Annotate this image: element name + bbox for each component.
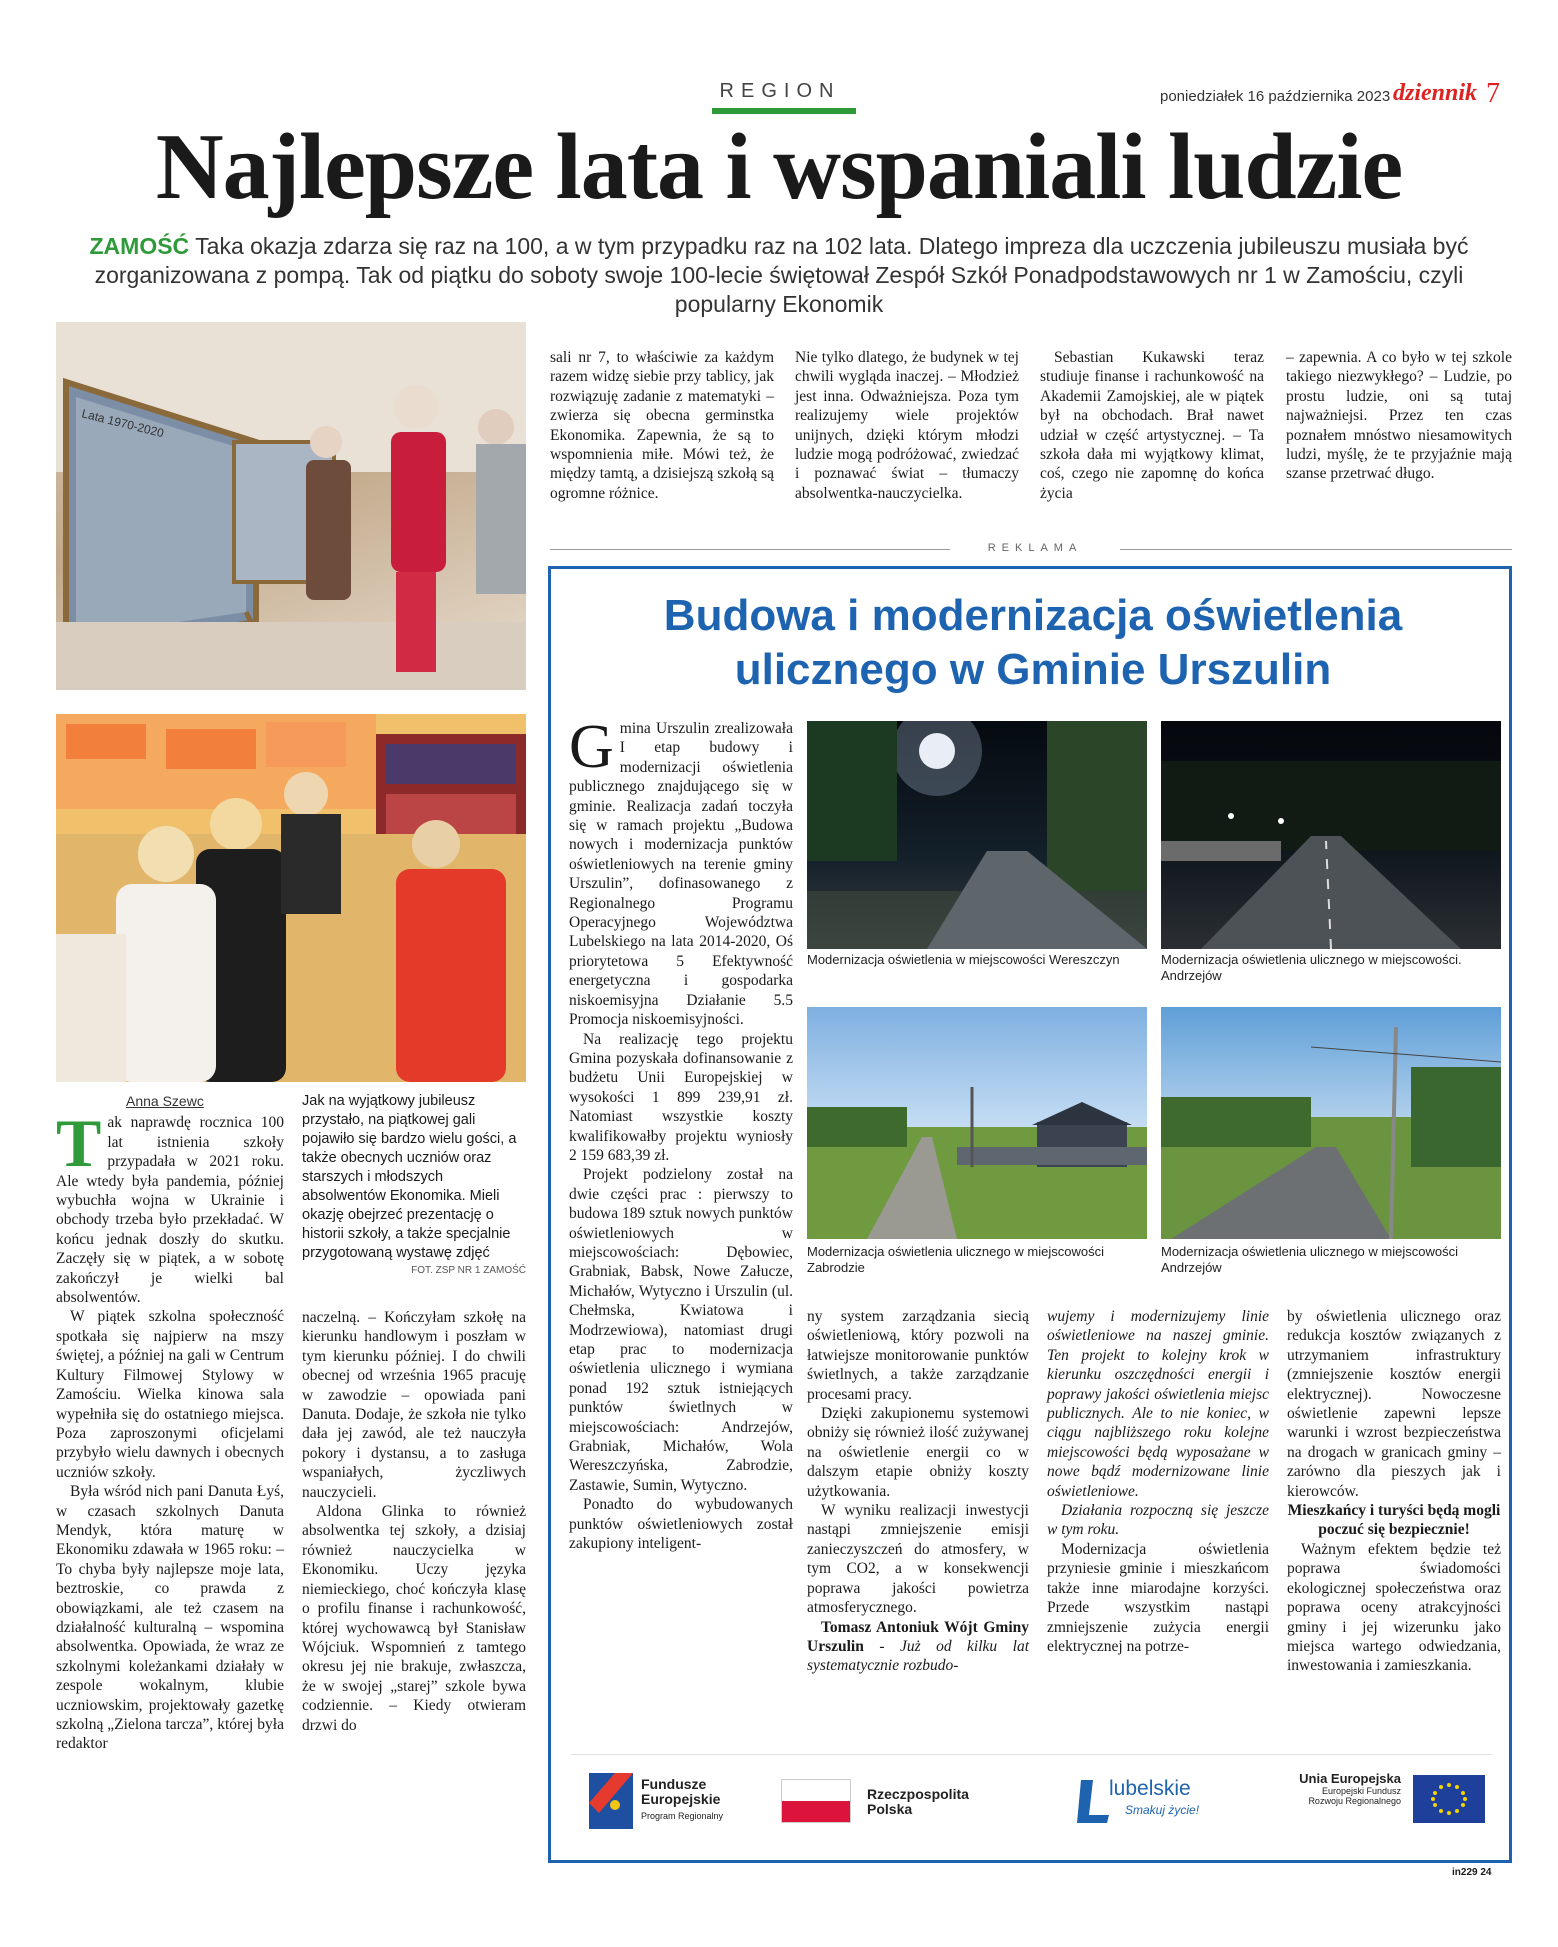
signature: Tomasz Antoniuk Wójt Gminy Urszulin: [807, 1618, 1029, 1655]
photo-sign-text: Lata 1970-2020: [80, 406, 166, 441]
paragraph: Działania rozpoczną się jeszcze w tym roku.: [1047, 1502, 1269, 1539]
ad-column-4: [1287, 1307, 1501, 1676]
ad-caption-3: Modernizacja oświetlenia ulicznego w miejscowości Zabrodzie: [807, 1244, 1104, 1275]
paragraph: Aldona Glinka to również absolwentka tej szkoły, a dzisiaj również nauczycielka w Ekonomiku. Uczy języka niemieckiego, choć kończyła klasę o profilu finanse i rachunkowość, której wychowawcą był Stanisław Wójciuk. Wspomnień z tamtego okresu jej nie brakuje, zwłaszcza, że w swojej „starej” szkole bywa codziennie. – Kiedy otwieram drzwi do: [302, 1503, 526, 1734]
funding-logos-bar: [571, 1754, 1491, 1840]
eu-flag-icon: [1413, 1775, 1485, 1823]
ad-caption-1: Modernizacja oświetlenia w miejscowości Wereszczyn: [807, 952, 1120, 967]
paragraph: by oświetlenia ulicznego oraz redukcja kosztów związanych z utrzymaniem infrastruktury (zmniejszenie kosztów energii elektrycznej). Nowoczesne oświetlenie zapewni lepsze warunki i wzrost bezpieczeństwa na drogach w granicach gminy – zarówno dla pieszych jak i kierowców.: [1287, 1308, 1501, 1500]
ad-photo-zabrodzie-image: [807, 1007, 1147, 1239]
logo-slogan: Smakuj życie!: [1125, 1803, 1200, 1817]
paragraph: Modernizacja oświetlenia przyniesie gminie i mieszkańcom także inne miarodajne korzyści. Przede wszystkim nastąpi zmniejszenie zużycia energii elektrycznej na potrze-: [1047, 1540, 1269, 1655]
advertisement-label-text: REKLAMA: [987, 542, 1083, 554]
ad-photo-wereszczyn: [807, 721, 1147, 949]
ad-title: Budowa i modernizacja oświetlenia ulicznego w Gminie Urszulin: [663, 591, 1403, 694]
paragraph: W piątek szkolna społeczność spotkała się najpierw na mszy świętej, a później na gali w Centrum Kultury Filmowej Stylowy w Zamościu. Wielka kinowa sala wypełniła się do ostatniego miejsca. Poza zaproszonymi oficjelami przybyło wielu dawnych i obecnych uczniów szkoły.: [56, 1308, 284, 1481]
article-column-4: [795, 348, 1019, 503]
lead-text: Taka okazja zdarza się raz na 100, a w tym przypadku raz na 102 lata. Dlatego impreza dla uczczenia jubileuszu musiała być zorganizowana z pompą. Tak od piątku do soboty swoje 100-lecie świętował Zespół Szkół Ponadpodstawowych nr 1 w Zamościu, czyli popularny Ekonomik: [94, 233, 1469, 317]
paragraph: wujemy i modernizujemy linie oświetleniowe na naszej gminie. Ten projekt to kolejny krok w kierunku oszczędności energii i poprawy jakości oświetlenia miejsc publicznych. Ale to nie koniec, w ciągu najbliższego roku kolejne miejscowości będą wyposażane w nowe bądź modernizowane linie oświetleniowe.: [1047, 1308, 1269, 1500]
paragraph: sali nr 7, to właściwie za każdym razem widzę siebie przy tablicy, jak rozwiązuję zadanie z matematyki – zwierza się obecna germinstka Ekonomika. Zapewnia, że są to wspomnienia miłe. Mówi też, że między tamtą, a dzisiejszą szkołą są ogromne różnice.: [550, 349, 774, 502]
ad-photo-andrzejow-day: [1161, 1007, 1501, 1239]
paragraph: Ważnym efektem będzie też poprawa świadomości ekologicznej społeczeństwa oraz poprawa oceny atrakcyjności gminy i jej wizerunku jako miejsca wartego odwiedzania, inwestowania i zamieszkania.: [1287, 1540, 1501, 1675]
brand-logo: dziennik: [1393, 80, 1478, 106]
logo-lubelskie: [1071, 1773, 1231, 1829]
print-code: in229 24: [1452, 1867, 1492, 1878]
photo-credit: FOT. ZSP NR 1 ZAMOŚĆ: [411, 1265, 526, 1276]
photo-gallery-image: [56, 714, 526, 1082]
paragraph: Sebastian Kukawski teraz studiuje finanse i rachunkowość na Akademii Zamojskiej, ale w piątek był na obchodach. Brał nawet udział w część artystycznej. – Ta szkoła dała mi wyjątkowy klimat, coś, czego nie zapomnę do końca życia: [1040, 349, 1264, 502]
ad-column-2: [807, 1307, 1029, 1676]
byline: Anna Szewc: [126, 1093, 204, 1109]
photo-gallery-visitors: [56, 714, 526, 1082]
logo-text: Polska: [867, 1801, 913, 1817]
article-column-6: [1286, 348, 1512, 484]
paragraph: mina Urszulin zrealizowała I etap budowy i modernizacji oświetlenia publicznego znajdującego się w gminie. Realizacja zadań toczyła się w ramach projektu „Budowa nowych i modernizacja punktów oświetleniowych na terenie gminy Urszulin”, dofinasowanego z Regionalnego Programu Operacyjnego Województwa Lubelskiego na lata 2014-2020, Oś priorytetowa 5 Efektywność energetyczna i gospodarka niskoemisyjna Działanie 5.5 Promocja niskoemisyjności.: [569, 720, 793, 1029]
logo-unia-europejska: [1281, 1771, 1491, 1831]
bold-statement: Mieszkańcy i turyści będą mogli poczuć się bezpiecznie!: [1287, 1502, 1501, 1539]
paragraph: ny system zarządzania siecią oświetleniową, który pozwoli na łatwiejsze monitorowanie punktów świetlnych, a także zarządzanie procesami pracy.: [807, 1308, 1029, 1403]
logo-text: Unia Europejska: [1299, 1771, 1401, 1786]
article-column-2: [302, 1092, 526, 1735]
paragraph: Projekt podzielony został na dwie części prac : pierwszy to budowa 189 sztuk nowych punktów oświetleniowych w miejscowościach: Dębowiec, Grabniak, Babsk, Nowe Załucze, Michałów, Wytyczno i Urszulin (ul. Chełmska, Kwiatowa i Modrzewiowa), natomiast drugi etap prac to modernizacja oświetlenia ulicznego i wymiana ponad 192 sztuk istniejących punktów świetlnych w miejscowościach: Andrzejów, Grabniak, Michałów, Wola Wereszczyńska, Zabrodzie, Zastawie, Sumin, Wytyczno.: [569, 1166, 793, 1494]
ad-caption-4: Modernizacja oświetlenia ulicznego w miejscowości Andrzejów: [1161, 1244, 1458, 1275]
paragraph: naczelną. – Kończyłam szkołę na kierunku handlowym i poszłam w tym kierunku później. I do chwili obecnej od września 1965 pracuję w zawodzie – opowiada pani Danuta. Dodaje, że szkoła nie tylko dała jej zawód, ale też nauczyła pokory i dystansu, a to zasługa wspaniałych, życzliwych nauczycieli.: [302, 1309, 526, 1501]
ad-photo-andrzejow-day-image: [1161, 1007, 1501, 1239]
ad-photo-andrzejow-night-image: [1161, 721, 1501, 949]
polish-flag: [781, 1779, 851, 1823]
photo-exhibition-image: [56, 322, 526, 690]
logo-text: Rzeczpospolita: [867, 1786, 969, 1802]
paragraph: Ponadto do wybudowanych punktów oświetleniowych został zakupiony inteligent-: [569, 1496, 793, 1553]
paragraph: Była wśród nich pani Danuta Łyś, w czasach szkolnych Danuta Mendyk, która maturę w Ekonomiku zdawała w 1965 roku: – To chyba były najlepsze moje lata, beztroskie, co prawda z obowiązkami, ale też czasem na działalność kulturalną – wspomina absolwentka. Opowiada, że wraz ze szkolnymi koleżankami działały w zespole wokalnym, klubie uczniowskim, projektowały gazetkę szkolną „Zielona tarcza”, której była redaktor: [56, 1483, 284, 1753]
ad-caption-2: Modernizacja oświetlenia ulicznego w miejscowości. Andrzejów: [1161, 952, 1462, 983]
logo-text: Fundusze: [641, 1776, 707, 1792]
paragraph: Na realizację tego projektu Gmina pozyskała dofinansowanie z budżetu Unii Europejskiej w wysokości 1 899 239,91 zł. Natomiast wszystkie koszty kwalifikowałby projektu wyniosły 2 159 683,39 zł.: [569, 1030, 793, 1164]
article-column-3: [550, 348, 774, 503]
paragraph: Dzięki zakupionemu systemowi obniży się również ilość zużywanej na oświetlenie energii co w dalszym etapie obniży koszty użytkowania.: [807, 1405, 1029, 1500]
ad-column-3: [1047, 1307, 1269, 1656]
drop-cap: T: [56, 1105, 102, 1182]
logo-rzeczpospolita: [781, 1773, 1001, 1829]
fundusze-icon: [589, 1773, 633, 1829]
logo-text: Europejskie: [641, 1791, 721, 1807]
logo-subtext: Europejski Fundusz: [1321, 1786, 1401, 1796]
ad-drop-cap: G: [569, 713, 614, 781]
page-number: 7: [1486, 78, 1500, 109]
photo-exhibition: [56, 322, 526, 690]
ad-photo-andrzejow-night: [1161, 721, 1501, 949]
paragraph: – zapewnia. A co było w tej szkole takiego niezwykłego? – Ludzie, po prostu ludzie, oni są tutaj najważniejsi. Przez ten czas poznałem mnóstwo niesamowitych ludzi, myślę, że te przyjaźnie mają szanse przetrwać długo.: [1286, 349, 1512, 483]
logo-subtext: Program Regionalny: [641, 1811, 724, 1821]
logo-text: lubelskie: [1109, 1777, 1191, 1800]
advertisement-label: [550, 542, 1512, 556]
paragraph: W wyniku realizacji inwestycji nastąpi zmniejszenie emisji zanieczyszczeń do atmosfery, w tym CO2, a w konsekwencji poprawa jakości powietrza atmosferycznego.: [807, 1502, 1029, 1617]
logo-fundusze-europejskie: [589, 1773, 789, 1829]
quote: - Już od kilku lat systematycznie rozbudo-: [807, 1637, 1029, 1675]
issue-date: poniedziałek 16 października 2023: [1160, 88, 1391, 105]
lead-city: ZAMOŚĆ: [89, 233, 190, 259]
paragraph: ak naprawdę rocznica 100 lat istnienia szkoły przypadała w 2021 roku. Ale wtedy była pandemia, później wybuchła wojna w Ukrainie i obchody trzeba było przekładać. W końcu jednak doszły do skutku. Zaczęły się w piątek, a w sobotę zakończył je wielki bal absolwentów.: [56, 1114, 284, 1307]
article-column-5: [1040, 348, 1264, 503]
headline: Najlepsze lata i wspaniali ludzie: [155, 115, 1403, 219]
ad-photo-zabrodzie: [807, 1007, 1147, 1239]
section-label: REGION: [719, 80, 841, 102]
paragraph: Nie tylko dlatego, że budynek w tej chwili wygląda inaczej. – Młodzież jest inna. Odważniejsza. Poza tym realizujemy wiele projektów unijnych, dzięki którym młodzi ludzie mogą podróżować, zwiedzać i poznawać świat – tłumaczy absolwentka-nauczycielka.: [795, 349, 1019, 502]
lubelskie-icon: [1071, 1775, 1111, 1825]
advertisement-box: [548, 566, 1512, 1863]
ad-column-1: [569, 713, 793, 1553]
ad-photo-wereszczyn-image: [807, 721, 1147, 949]
photo-caption: Jak na wyjątkowy jubileusz przystało, na piątkowej gali pojawiło się bardzo wielu gości, a także obecnych uczniów oraz starszych i młodszych absolwentów Ekonomika. Mieli okazję obejrzeć prezentację o historii szkoły, a także specjalnie przygotowaną wystawę zdjęć: [302, 1093, 517, 1261]
article-column-1: [56, 1092, 284, 1754]
lead-paragraph: [70, 232, 1488, 319]
logo-subtext: Rozwoju Regionalnego: [1308, 1796, 1401, 1806]
